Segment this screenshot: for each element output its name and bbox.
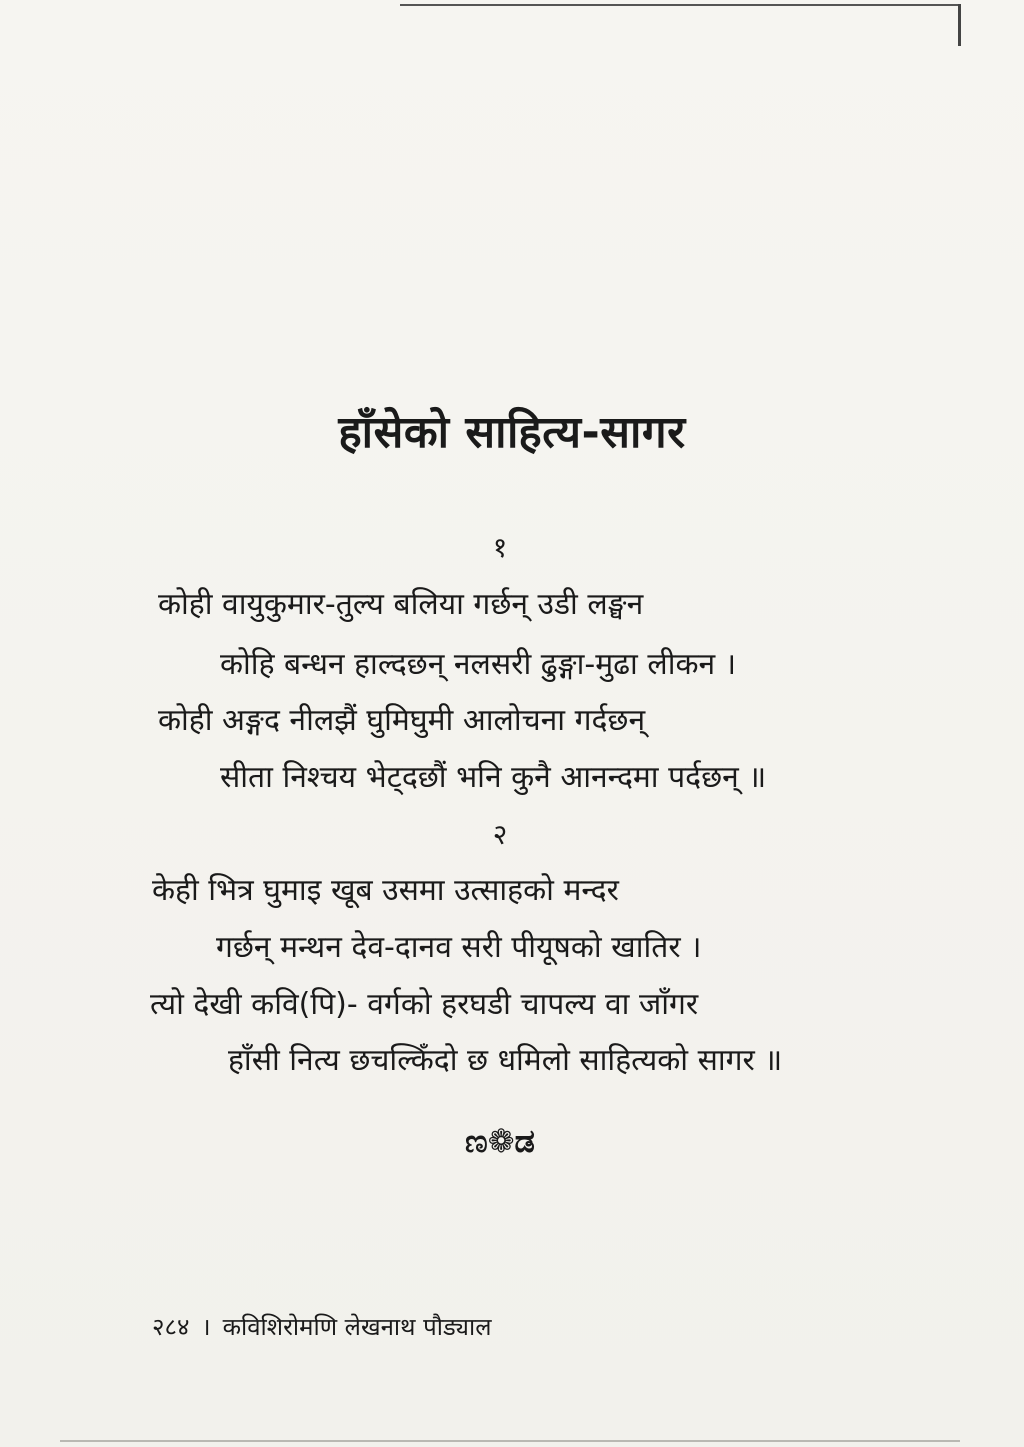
poem-title: हाँसेको साहित्य-सागर	[338, 407, 686, 458]
verse-line: गर्छन् मन्थन देव-दानव सरी पीयूषको खातिर ।	[216, 930, 702, 965]
verse-line: हाँसी नित्य छचल्किँदो छ धमिलो साहित्यको सागर ॥	[228, 1043, 783, 1078]
verse-line: त्यो देखी कवि(पि)- वर्गको हरघडी चापल्य वा जाँगर	[150, 987, 699, 1022]
bottom-border-line	[60, 1440, 960, 1442]
page-edge-mark	[958, 4, 961, 46]
verse-line: सीता निश्चय भेट्दछौं भनि कुनै आनन्दमा पर्दछन् ॥	[220, 760, 767, 795]
page-footer	[152, 1310, 492, 1343]
verse-line: केही भित्र घुमाइ खूब उसमा उत्साहको मन्दर	[152, 873, 619, 908]
stanza-number: २	[492, 818, 508, 851]
stanza-number: १	[492, 531, 508, 564]
top-border-line	[400, 4, 960, 6]
verse-line: कोही वायुकुमार-तुल्य बलिया गर्छन् उडी लङ्घन	[158, 587, 644, 622]
verse-line: कोही अङ्गद नीलझैं घुमिघुमी आलोचना गर्दछन्	[158, 703, 646, 738]
ornament-divider: ಣ❁ಡ	[465, 1122, 535, 1160]
book-title: कविशिरोमणि लेखनाथ पौड्याल	[222, 1313, 492, 1341]
page-number: २८४	[152, 1313, 190, 1341]
footer-separator: ।	[201, 1313, 211, 1341]
verse-line: कोहि बन्धन हाल्दछन् नलसरी ढुङ्गा-मुढा लीकन ।	[220, 647, 737, 682]
